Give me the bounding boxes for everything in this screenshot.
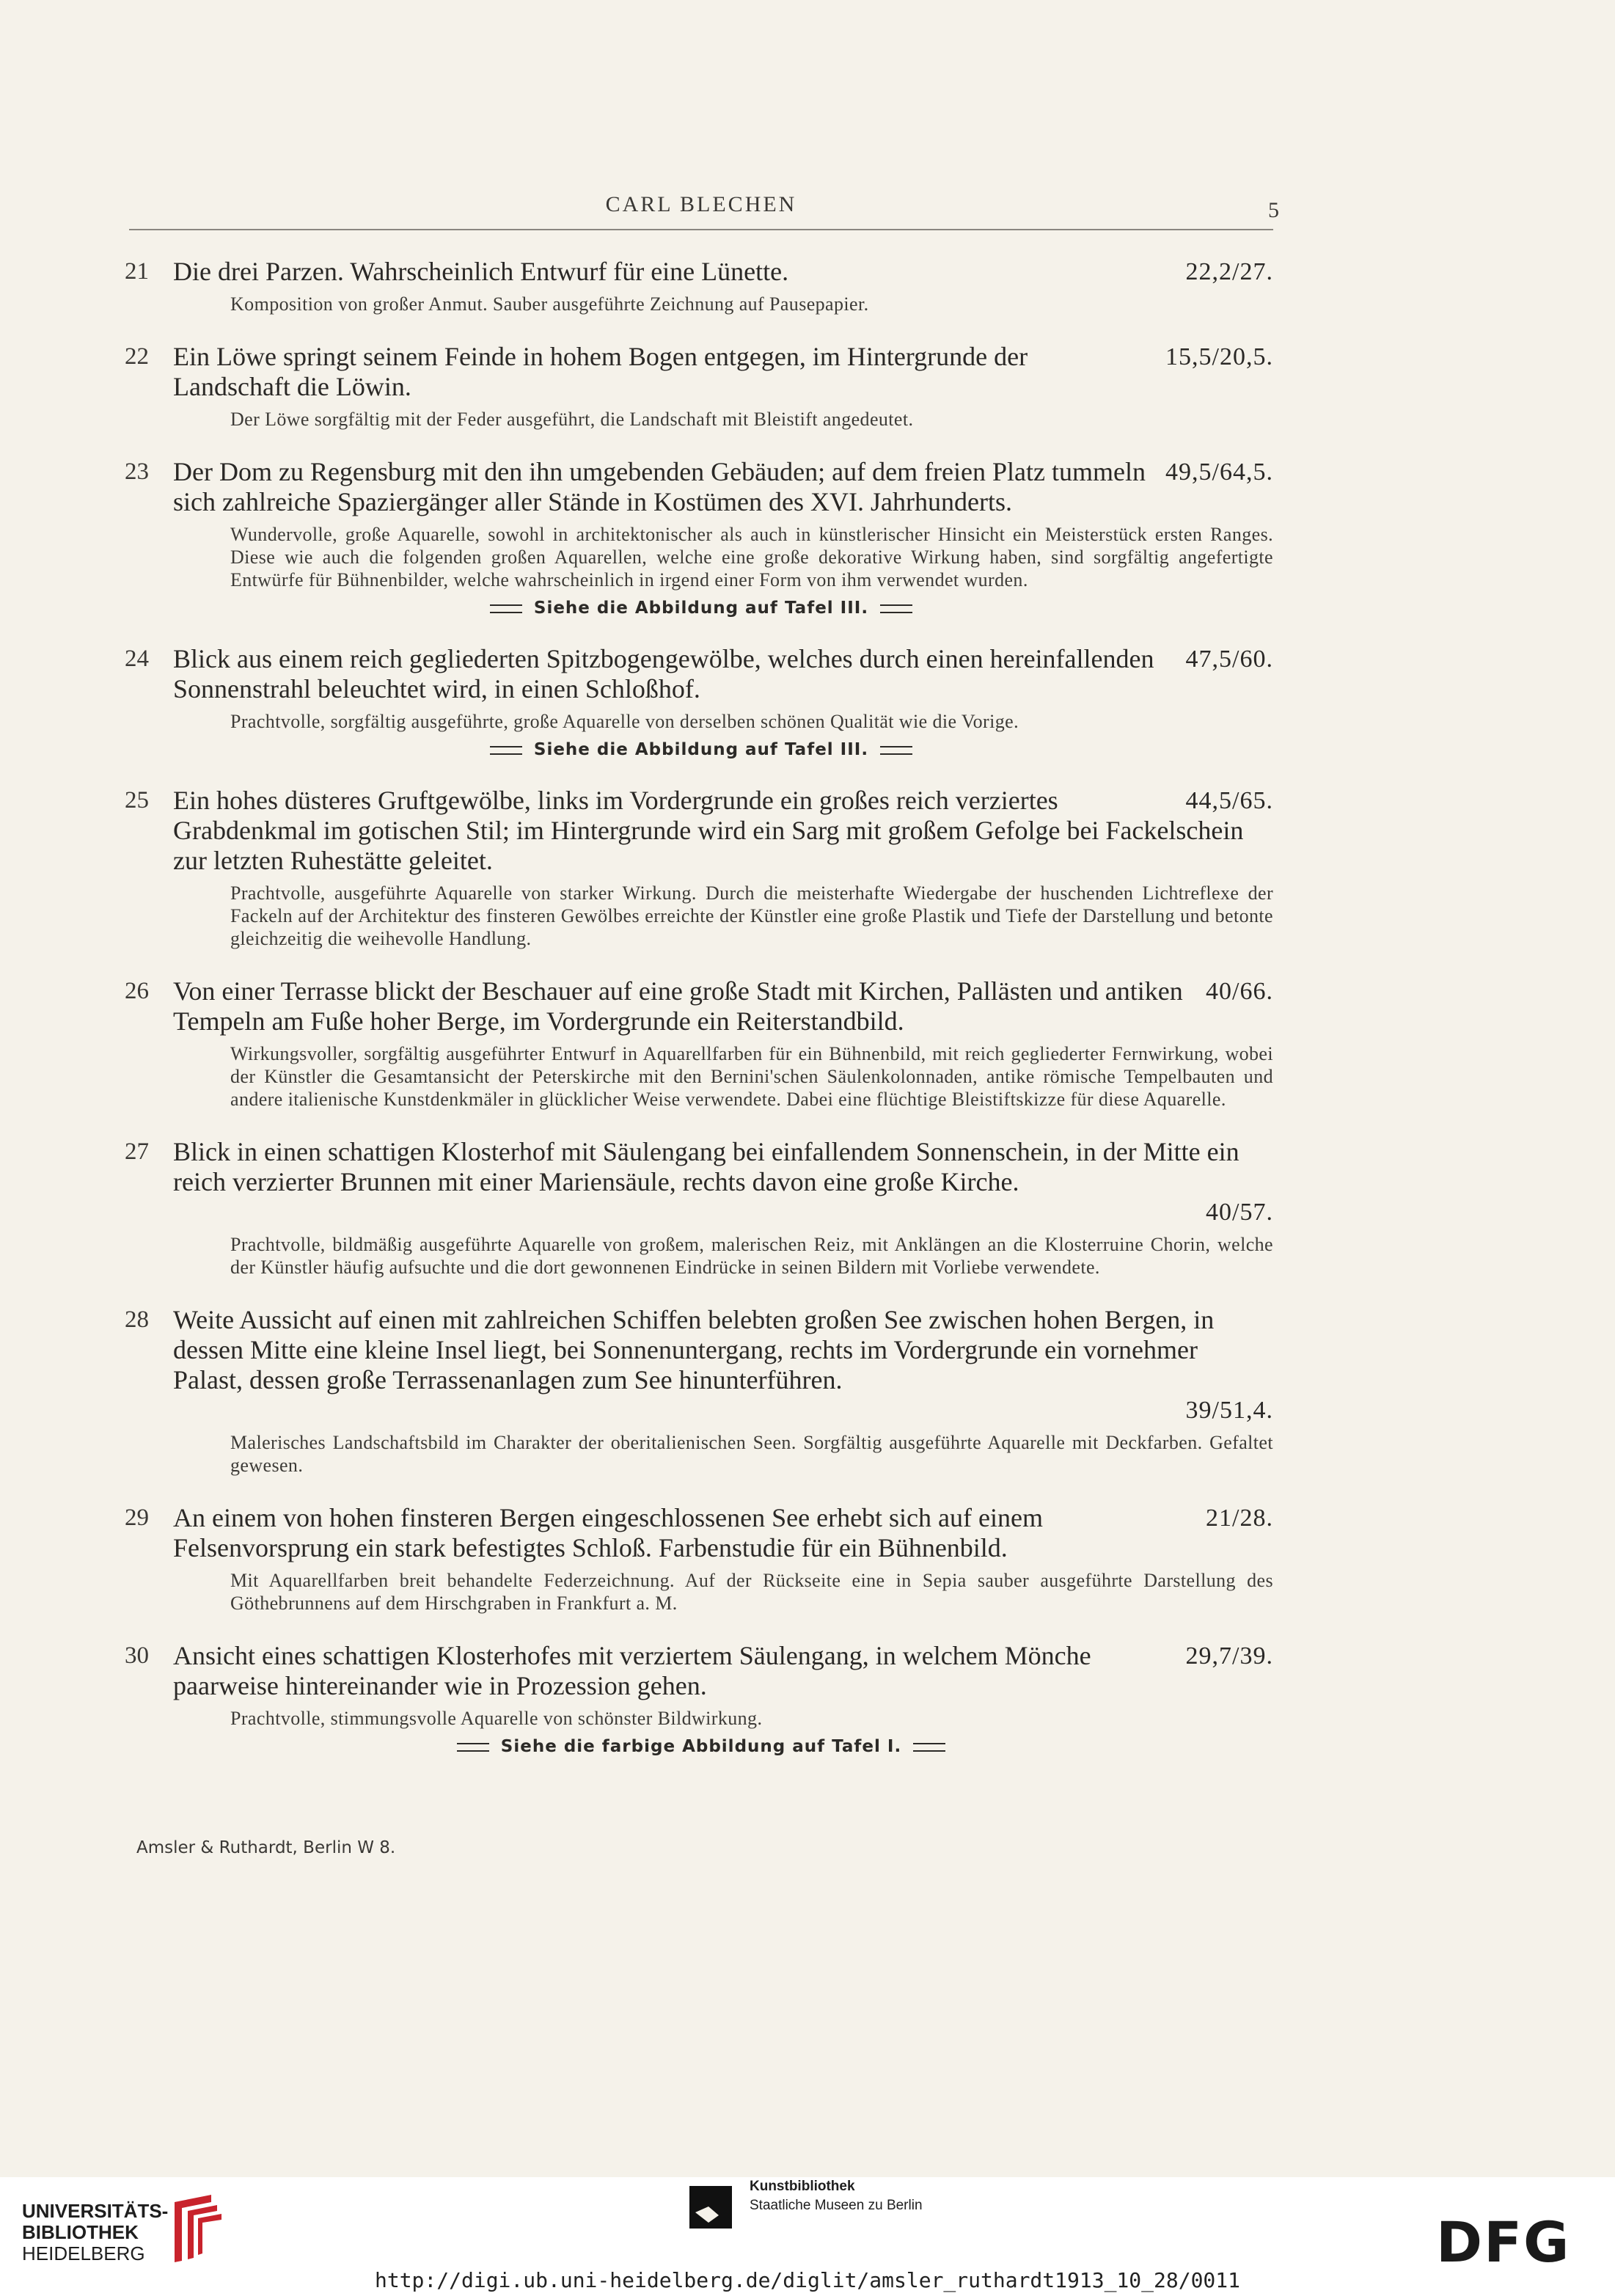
plate-reference-text: Siehe die Abbildung auf Tafel III. — [533, 740, 869, 759]
entry-dimensions: 21/28. — [1206, 1505, 1273, 1532]
entry-title — [173, 1641, 1273, 1701]
entry-title-text: Der Dom zu Regensburg mit den ihn umgebenden Gebäuden; auf dem freien Platz tummeln sich zahlreiche Spaziergänger aller Stände in Kostümen des XVI. Jahrhunderts. — [173, 457, 1146, 516]
entry-title — [173, 257, 1273, 287]
double-rule-right — [880, 746, 912, 755]
double-rule-left — [490, 604, 522, 613]
entry-dimensions: 47,5/60. — [1185, 646, 1273, 673]
entry-title-text: Ein Löwe springt seinem Feinde in hohem Bogen entgegen, im Hintergrunde der Landschaft die Löwin. — [173, 342, 1028, 401]
entry-title — [173, 457, 1273, 517]
ub-mark-icon — [160, 2195, 226, 2268]
entry-title-text: Blick aus einem reich gegliederten Spitzbogengewölbe, welches durch einen hereinfallenden Sonnenstrahl beleuchtet wird, in einen Schloßhof. — [173, 644, 1154, 703]
plate-reference — [129, 599, 1273, 618]
entry-dimensions: 15,5/20,5. — [1165, 343, 1273, 370]
dfg-logo[interactable]: DFG — [1436, 2209, 1571, 2275]
entry-title-text: Ansicht eines schattigen Klosterhofes mit verziertem Säulengang, in welchem Mönche paarweise hintereinander wie in Prozession gehen. — [173, 1641, 1091, 1700]
catalog-entry — [125, 976, 1273, 1111]
kunstbibliothek-logo[interactable] — [686, 2179, 936, 2252]
entry-dimensions-line — [173, 1197, 1273, 1227]
entry-number: 30 — [125, 1642, 149, 1669]
entry-title — [173, 976, 1273, 1037]
kunstbibliothek-name: Kunstbibliothek — [750, 2179, 855, 2194]
catalog-entry — [125, 342, 1273, 431]
entry-note: Prachtvolle, bildmäßig ausgeführte Aquarelle von großem, malerischen Reiz, mit Anklängen an die Klosterruine Chorin, welche der Künstler häufig aufsuchte und die dort gewonnenen Eindrücke in seinen Bildern mit Vorliebe verwendete. — [230, 1234, 1273, 1278]
entry-note: Malerisches Landschaftsbild im Charakter der oberitalienischen Seen. Sorgfältig ausgeführte Aquarelle mit Deckfarben. Gefaltet gewesen. — [230, 1432, 1273, 1476]
entry-number: 21 — [125, 258, 149, 285]
entry-note: Mit Aquarellfarben breit behandelte Federzeichnung. Auf der Rückseite eine in Sepia sauber ausgeführte Darstellung des Göthebrunnens auf dem Hirschgraben in Frankfurt a. M. — [230, 1570, 1273, 1614]
double-rule-left — [490, 746, 522, 755]
catalog-entry — [125, 786, 1273, 950]
catalog-entry — [125, 1503, 1273, 1615]
entry-number: 24 — [125, 646, 149, 672]
ub-logo-line-3: HEIDELBERG — [22, 2242, 145, 2264]
double-rule-right — [880, 604, 912, 613]
entry-dimensions: 40/57. — [1206, 1199, 1273, 1226]
running-head — [129, 192, 1279, 232]
plate-reference — [129, 740, 1273, 759]
ub-logo-line-2: BIBLIOTHEK — [22, 2221, 139, 2243]
plate-reference — [129, 1737, 1273, 1756]
header-rule — [129, 229, 1273, 230]
entry-title-text: An einem von hohen finsteren Bergen eingeschlossenen See erhebt sich auf einem Felsenvorsprung ein stark befestigtes Schloß. Farbenstudie für ein Bühnenbild. — [173, 1503, 1043, 1562]
entry-title — [173, 1305, 1273, 1425]
entry-title — [173, 342, 1273, 402]
entry-dimensions: 40/66. — [1206, 978, 1273, 1005]
entry-title — [173, 1503, 1273, 1563]
double-rule-right — [913, 1743, 945, 1752]
catalog-entry — [125, 457, 1273, 618]
entry-title — [173, 786, 1273, 876]
source-url[interactable]: http://digi.ub.uni-heidelberg.de/diglit/amsler_ruthardt1913_10_28/0011 — [374, 2268, 1241, 2292]
entry-dimensions: 49,5/64,5. — [1165, 458, 1273, 486]
entry-note: Komposition von großer Anmut. Sauber ausgeführte Zeichnung auf Pausepapier. — [230, 293, 869, 315]
entry-number: 27 — [125, 1138, 149, 1165]
entry-title-text: Weite Aussicht auf einen mit zahlreichen Schiffen belebten großen See zwischen hohen Bergen, in dessen Mitte eine kleine Insel liegt, bei Sonnenuntergang, rechts im Vordergrunde ein vornehmer Palast, dessen große Terrassenanlagen zum See hinunterführen. — [173, 1305, 1215, 1394]
publisher-imprint: Amsler & Ruthardt, Berlin W 8. — [136, 1838, 396, 1857]
ub-logo-text — [22, 2201, 168, 2264]
entry-number: 28 — [125, 1306, 149, 1333]
catalog-entry — [125, 1137, 1273, 1279]
entry-title-text: Von einer Terrasse blickt der Beschauer auf eine große Stadt mit Kirchen, Pallästen und antiken Tempeln am Fuße hoher Berge, im Vordergrunde ein Reiterstandbild. — [173, 976, 1183, 1036]
entry-title-text: Ein hohes düsteres Gruftgewölbe, links im Vordergrunde ein großes reich verziertes Grabdenkmal im gotischen Stil; im Hintergrunde wird ein Sarg mit großem Gefolge bei Fackelschein zur letzten Ruhestätte geleitet. — [173, 786, 1244, 875]
entry-dimensions: 44,5/65. — [1185, 787, 1273, 814]
entry-note: Prachtvolle, stimmungsvolle Aquarelle von schönster Bildwirkung. — [230, 1708, 763, 1729]
entry-title-text: Die drei Parzen. Wahrscheinlich Entwurf für eine Lünette. — [173, 257, 789, 286]
entry-dimensions: 22,2/27. — [1185, 258, 1273, 285]
plate-reference-text: Siehe die Abbildung auf Tafel III. — [533, 599, 869, 618]
running-title: CARL BLECHEN — [605, 192, 797, 216]
entry-number: 29 — [125, 1505, 149, 1531]
entry-note: Wundervolle, große Aquarelle, sowohl in architektonischer als auch in künstlerischer Hinsicht ein Meisterstück ersten Ranges. Diese wie auch die folgenden großen Aquarellen, welche eine große dekorative Wirkung haben, sind sorgfältig angefertigte Entwürfe für Bühnenbilder, welche wahrscheinlich in irgend einer Form von ihm verwendet wurden. — [230, 524, 1273, 591]
entry-note: Der Löwe sorgfältig mit der Feder ausgeführt, die Landschaft mit Bleistift angedeutet. — [230, 409, 914, 430]
catalog-entry — [125, 257, 1273, 315]
page-number: 5 — [1268, 198, 1279, 222]
kunstbibliothek-mark-icon — [686, 2183, 738, 2234]
entry-number: 22 — [125, 343, 149, 370]
catalog-entries — [125, 257, 1273, 1783]
entry-number: 23 — [125, 458, 149, 485]
entry-note: Prachtvolle, sorgfältig ausgeführte, große Aquarelle von derselben schönen Qualität wie die Vorige. — [230, 711, 1019, 732]
entry-title — [173, 1137, 1273, 1227]
digitization-footer — [0, 2177, 1615, 2296]
entry-title-text: Blick in einen schattigen Klosterhof mit Säulengang bei einfallendem Sonnenschein, in der Mitte ein reich verzierter Brunnen mit einer Mariensäule, rechts davon eine große Kirche. — [173, 1137, 1239, 1196]
entry-dimensions-line — [173, 1395, 1273, 1425]
kunstbibliothek-subtitle: Staatliche Museen zu Berlin — [750, 2198, 923, 2213]
plate-reference-text: Siehe die farbige Abbildung auf Tafel I. — [500, 1737, 902, 1756]
catalog-entry — [125, 1641, 1273, 1756]
double-rule-left — [457, 1743, 489, 1752]
entry-note: Prachtvolle, ausgeführte Aquarelle von starker Wirkung. Durch die meisterhafte Wiedergabe der huschenden Lichtreflexe der Fackeln auf der Architektur des finsteren Gewölbes erreichte der Künstler eine große Plastik und Tiefe der Darstellung und betonte gleichzeitig die weihevolle Handlung. — [230, 882, 1273, 949]
entry-note: Wirkungsvoller, sorgfältig ausgeführter Entwurf in Aquarellfarben für ein Bühnenbild, mit reich gegliederter Fernwirkung, wobei der Künstler die Gesamtansicht der Peterskirche mit den Bernini'schen Säulenkolonnaden, antike römische Tempelbauten und andere italienische Kunstdenkmäler in glücklicher Weise verwendete. Dabei eine flüchtige Bleistiftskizze für diese Aquarelle. — [230, 1043, 1273, 1110]
entry-dimensions: 39/51,4. — [1185, 1397, 1273, 1424]
ub-logo-line-1: UNIVERSITÄTS- — [22, 2200, 169, 2222]
entry-dimensions: 29,7/39. — [1185, 1642, 1273, 1670]
ub-heidelberg-logo[interactable] — [22, 2195, 242, 2268]
catalog-entry — [125, 644, 1273, 759]
catalog-entry — [125, 1305, 1273, 1477]
entry-title — [173, 644, 1273, 704]
entry-number: 26 — [125, 978, 149, 1004]
entry-number: 25 — [125, 787, 149, 814]
